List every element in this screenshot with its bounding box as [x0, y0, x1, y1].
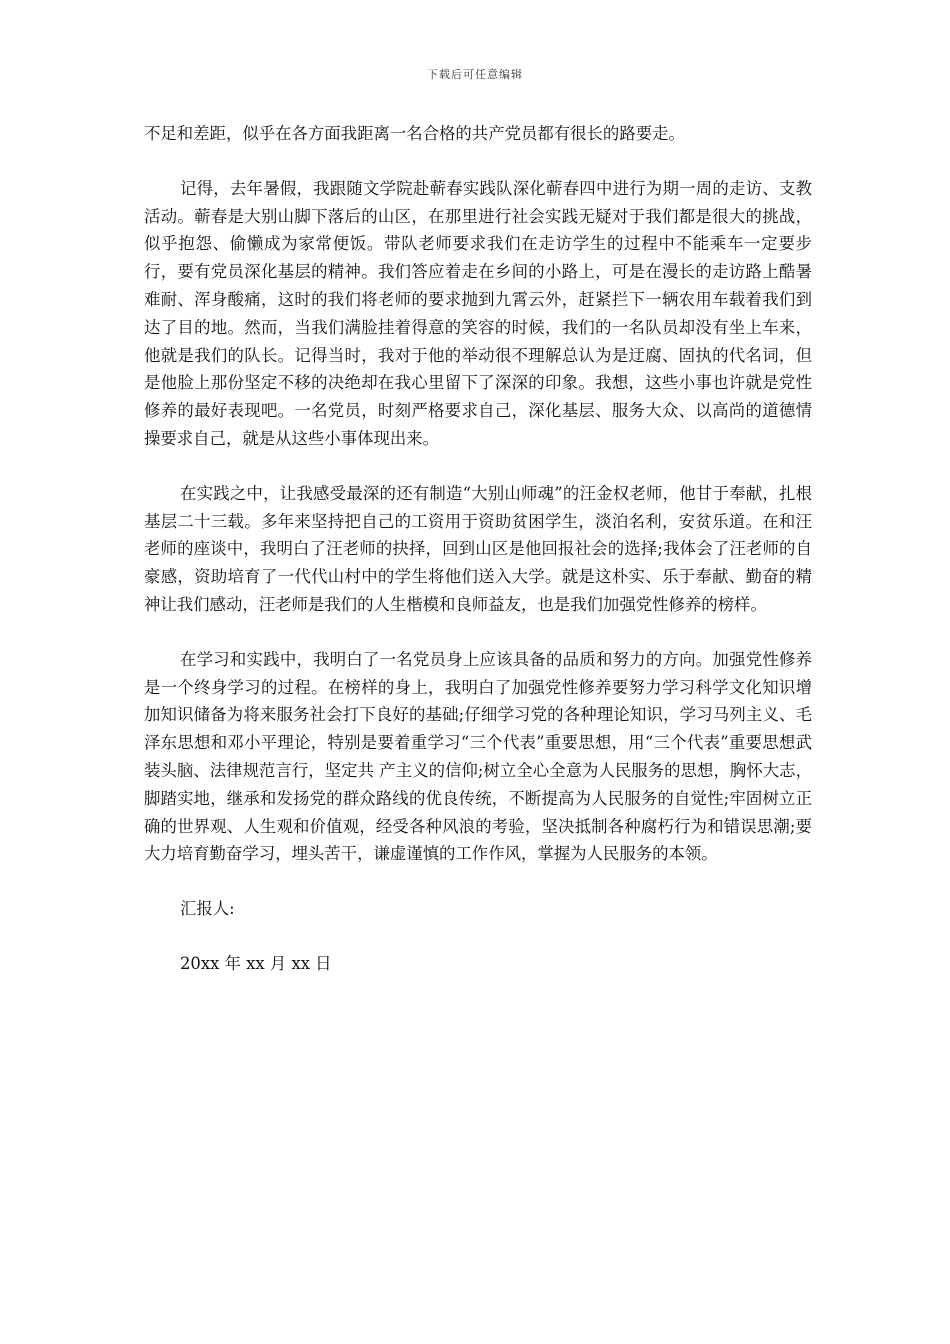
paragraph-role-model: 在实践之中，让我感受最深的还有制造“大别山师魂”的汪金权老师，他甘于奉献，扎根基层二十三载。多年来坚持把自己的工资用于资助贫困学生，淡泊名利，安贫乐道。在和汪老师的座谈中，我明白了汪老师的抉择，回到山区是他回报社会的选择;我体会了汪老师的自豪感，资助培育了一代代山村中的学生将他们送入大学。就是这朴实、乐于奉献、勤奋的精神让我们感动，汪老师是我们的人生楷模和良师益友，也是我们加强党性修养的榜样。: [144, 483, 812, 614]
document-body: [144, 120, 812, 978]
paragraph-practice-story: 记得，去年暑假，我跟随文学院赴蕲春实践队深化蕲春四中进行为期一周的走访、支教活动。蕲春是大别山脚下落后的山区，在那里进行社会实践无疑对于我们都是很大的挑战，似乎抱怨、偷懒成为家常便饭。带队老师要求我们在走访学生的过程中不能乘车一定要步行，要有党员深化基层的精神。我们答应着走在乡间的小路上，可是在漫长的走访路上酷暑难耐、浑身酸痛，这时的我们将老师的要求抛到九霄云外，赶紧拦下一辆农用车载着我们到达了目的地。然而，当我们满脸挂着得意的笑容的时候，我们的一名队员却没有坐上车来，他就是我们的队长。记得当时，我对于他的举动很不理解总认为是迂腐、固执的代名词，但是他脸上那份坚定不移的决绝却在我心里留下了深深的印象。我想，这些小事也许就是党性修养的最好表现吧。一名党员，时刻严格要求自己，深化基层、服务大众、以高尚的道德情操要求自己，就是从这些小事体现出来。: [144, 178, 812, 448]
report-date: 20xx 年 xx 月 xx 日: [180, 953, 332, 973]
reporter-label: 汇报人:: [180, 899, 235, 919]
page-header: 下载后可任意编辑: [427, 68, 523, 81]
paragraph-continued: 不足和差距，似乎在各方面我距离一名合格的共产党员都有很长的路要走。: [144, 124, 685, 143]
paragraph-conclusion: 在学习和实践中，我明白了一名党员身上应该具备的品质和努力的方向。加强党性修养是一个终身学习的过程。在榜样的身上，我明白了加强党性修养要努力学习科学文化知识增加知识储备为将来服务社会打下良好的基础;仔细学习党的各种理论知识，学习马列主义、毛泽东思想和邓小平理论，特别是要着重学习“三个代表”重要思想，用“三个代表”重要思想武装头脑、法律规范言行，坚定共 产主义的信仰;树立全心全意为人民服务的思想，胸怀大志，脚踏实地，继承和发扬党的群众路线的优良传统，不断提高为人民服务的自觉性;牢固树立正确的世界观、人生观和价值观，经受各种风浪的考验，坚决抵制各种腐朽行为和错误思潮;要大力培育勤奋学习，埋头苦干，谦虚谨慎的工作作风，掌握为人民服务的本领。: [144, 649, 812, 864]
